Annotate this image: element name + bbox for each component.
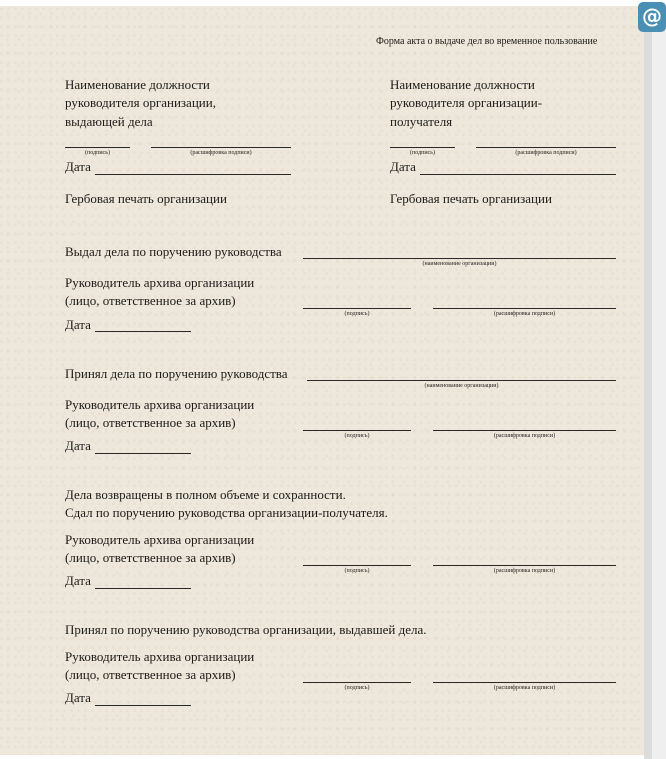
section3-role-line2: (лицо, ответственное за архив) [65,550,236,565]
section1-signature-line [303,308,411,309]
right-position-line3: получателя [390,114,453,129]
right-decode-caption: (расшифровка подписи) [515,150,577,156]
section2-date-line [95,453,191,454]
page-margin [652,30,666,759]
left-signature-caption: (подпись) [85,150,110,156]
section4-date-label: Дата [65,690,91,705]
section2-signature-line [303,430,411,431]
right-date-label: Дата [390,159,416,174]
section3-date-line [95,588,191,589]
section2-decode-caption: (расшифровка подписи) [493,433,556,439]
left-seal-label: Гербовая печать организации [65,191,227,206]
section1-role-line2: (лицо, ответственное за архив) [65,293,236,308]
section4-decode-caption: (расшифровка подписи) [493,685,556,691]
right-date-line [420,174,616,175]
section2-org-caption: (наименование организации) [424,383,499,389]
left-position-line1: Наименование должности [65,77,210,92]
section3-role-line1: Руководитель архива организации [65,532,255,547]
section4-role-line2: (лицо, ответственное за архив) [65,667,236,682]
right-seal-label: Гербовая печать организации [390,191,552,206]
section4-signature-caption: (подпись) [344,685,370,691]
section4-date-line [95,705,191,706]
left-date-label: Дата [65,159,91,174]
left-date-line [95,174,291,175]
section2-role-line1: Руководитель архива организации [65,397,255,412]
right-position-line1: Наименование должности [390,77,535,92]
section3-date-label: Дата [65,573,91,588]
section4-role-line1: Руководитель архива организации [65,649,255,664]
section2-title: Принял дела по поручению руководства [65,366,288,381]
section4-title: Принял по поручению руководства организации, выдавшей дела. [65,622,427,637]
left-position-line2: руководителя организации, [65,95,216,110]
section3-signature-line [303,565,411,566]
left-decode-caption: (расшифровка подписи) [190,150,252,156]
logo-glyph: @ [642,4,662,28]
section1-date-line [95,331,191,332]
form-title: Форма акта о выдаче дел во временное пользование [376,36,598,47]
section1-org-line [303,258,616,259]
left-signature-line [65,147,130,148]
scrollbar-track[interactable] [644,30,652,759]
right-decode-line [476,147,616,148]
section1-org-caption: (наименование организации) [422,261,497,267]
section4-signature-line [303,682,411,683]
section3-line1: Дела возвращены в полном объеме и сохранности. [65,487,346,502]
section4-decode-line [433,682,616,683]
left-decode-line [151,147,291,148]
section1-role-line1: Руководитель архива организации [65,275,255,290]
right-signature-caption: (подпись) [410,150,435,156]
right-signature-line [390,147,455,148]
section1-title: Выдал дела по поручению руководства [65,244,282,259]
section1-decode-line [433,308,616,309]
section3-signature-caption: (подпись) [344,568,370,574]
section2-role-line2: (лицо, ответственное за архив) [65,415,236,430]
section1-decode-caption: (расшифровка подписи) [493,311,556,317]
right-position-line2: руководителя организации- [390,95,543,110]
section2-decode-line [433,430,616,431]
section3-line2: Сдал по поручению руководства организации-получателя. [65,505,388,520]
section3-decode-caption: (расшифровка подписи) [493,568,556,574]
at-sign-icon[interactable] [638,2,666,32]
section2-date-label: Дата [65,438,91,453]
section2-org-line [307,380,616,381]
section2-signature-caption: (подпись) [344,433,370,439]
section1-date-label: Дата [65,317,91,332]
left-position-line3: выдающей дела [65,114,153,129]
section3-decode-line [433,565,616,566]
section1-signature-caption: (подпись) [344,311,370,317]
